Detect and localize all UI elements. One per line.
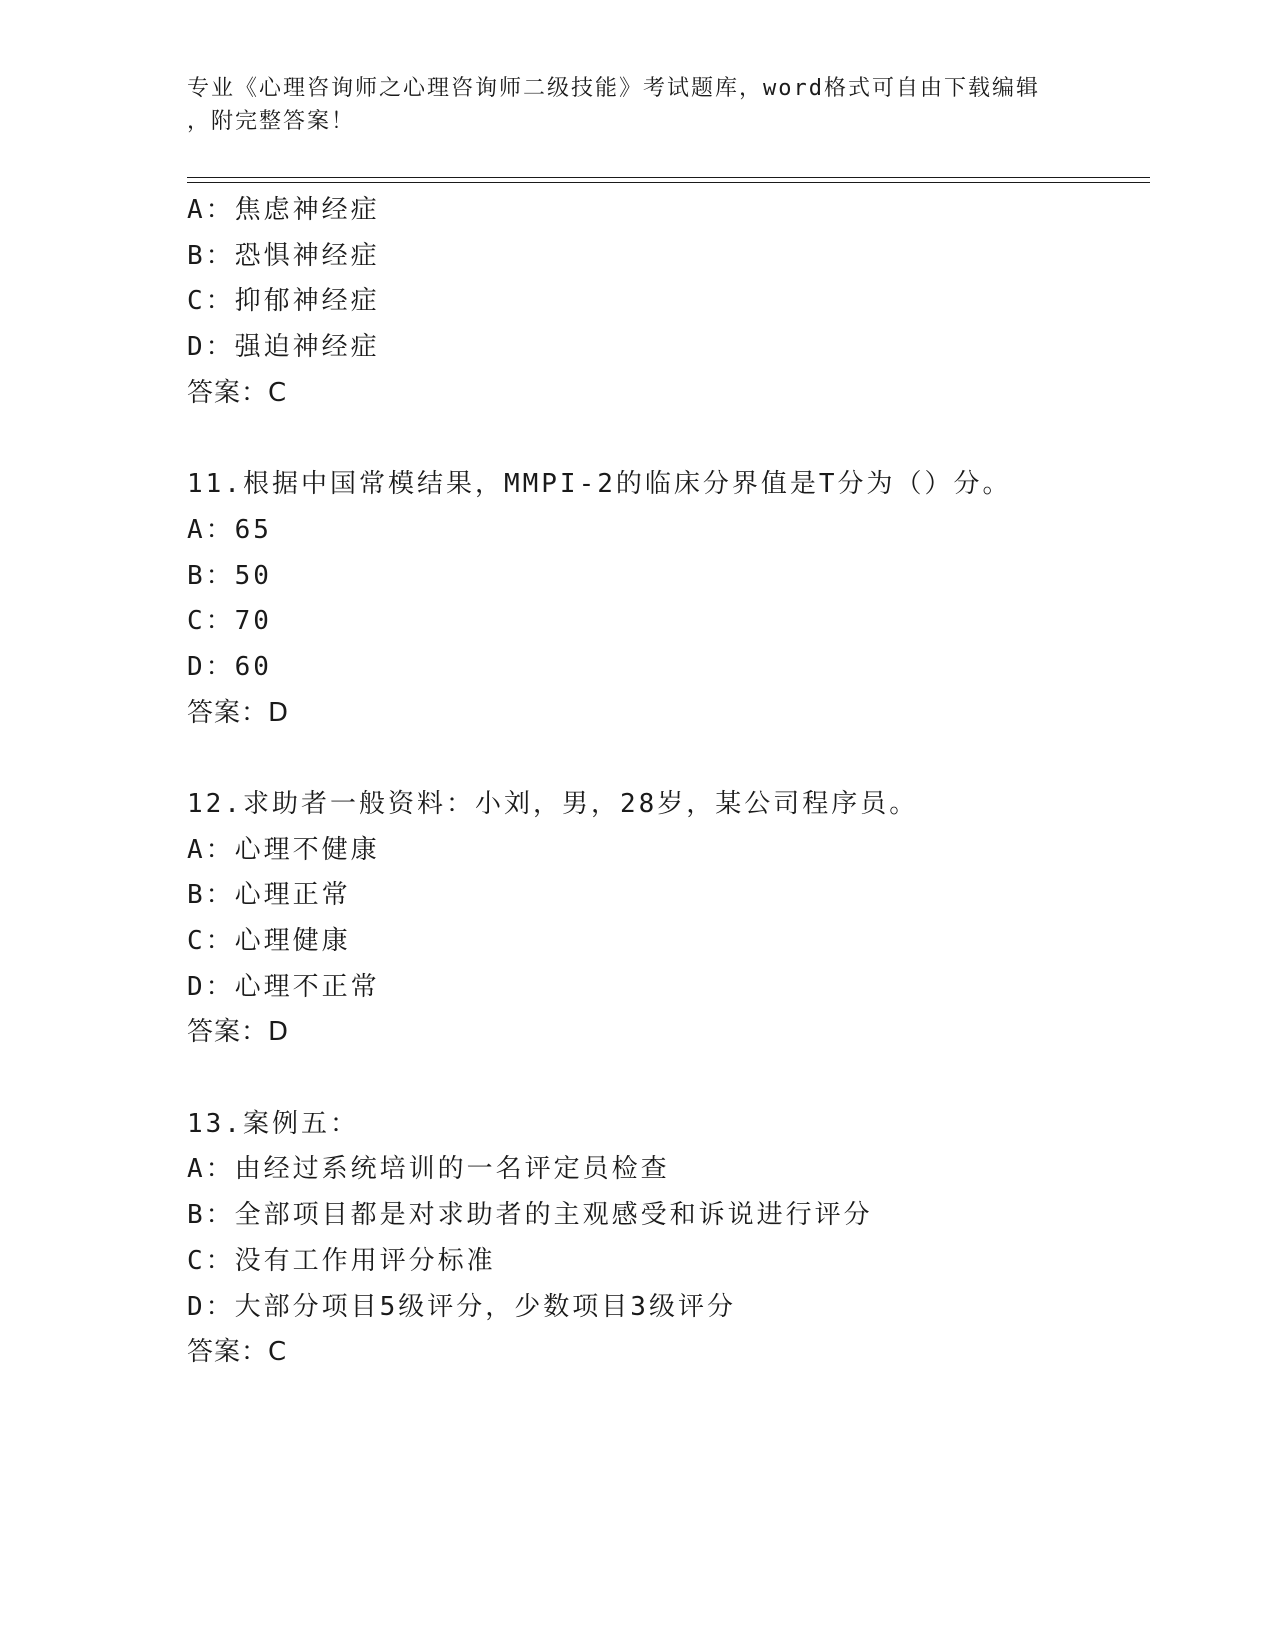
question-stem: 13.案例五：: [187, 1108, 359, 1139]
document-header: [187, 72, 1087, 138]
answer-line: 答案：D: [187, 1017, 290, 1048]
option-b: B：恐惧神经症: [187, 240, 380, 271]
question-block: [187, 188, 1150, 416]
answer-line: 答案：C: [187, 1337, 288, 1368]
option-c: C：心理健康: [187, 926, 351, 956]
option-a: A：由经过系统培训的一名评定员检查: [187, 1154, 670, 1185]
header-rule-top: [187, 177, 1150, 178]
option-d: D：60: [187, 651, 272, 682]
option-b: B：50: [187, 560, 272, 591]
option-b: B：全部项目都是对求助者的主观感受和诉说进行评分: [187, 1200, 873, 1231]
question-list: [187, 188, 1150, 1376]
option-d: D：强迫神经症: [187, 332, 380, 363]
question-block: [187, 1102, 1150, 1376]
option-c: C：没有工作用评分标准: [187, 1245, 496, 1276]
question-spacer: [187, 736, 1150, 782]
header-line-2: ，附完整答案！: [187, 109, 356, 134]
option-d: D：大部分项目5级评分，少数项目3级评分: [187, 1291, 736, 1322]
question-spacer: [187, 1056, 1150, 1102]
option-a: A：65: [187, 514, 272, 545]
question-block: [187, 782, 1150, 1056]
option-b: B：心理正常: [187, 880, 351, 911]
answer-line: 答案：D: [187, 697, 290, 728]
question-stem: 11.根据中国常模结果，MMPI-2的临床分界值是T分为（）分。: [187, 469, 1012, 500]
header-line-1: 专业《心理咨询师之心理咨询师二级技能》考试题库，word格式可自由下载编辑: [187, 76, 1040, 101]
option-c: C：70: [187, 606, 272, 637]
header-rule-bottom: [187, 182, 1150, 183]
question-block: [187, 462, 1150, 736]
option-c: C：抑郁神经症: [187, 286, 380, 317]
question-spacer: [187, 416, 1150, 462]
question-stem: 12.求助者一般资料：小刘，男，28岁，某公司程序员。: [187, 788, 919, 819]
option-d: D：心理不正常: [187, 971, 380, 1002]
option-a: A：心理不健康: [187, 834, 380, 865]
option-a: A：焦虑神经症: [187, 195, 380, 225]
answer-line: 答案：C: [187, 377, 288, 408]
